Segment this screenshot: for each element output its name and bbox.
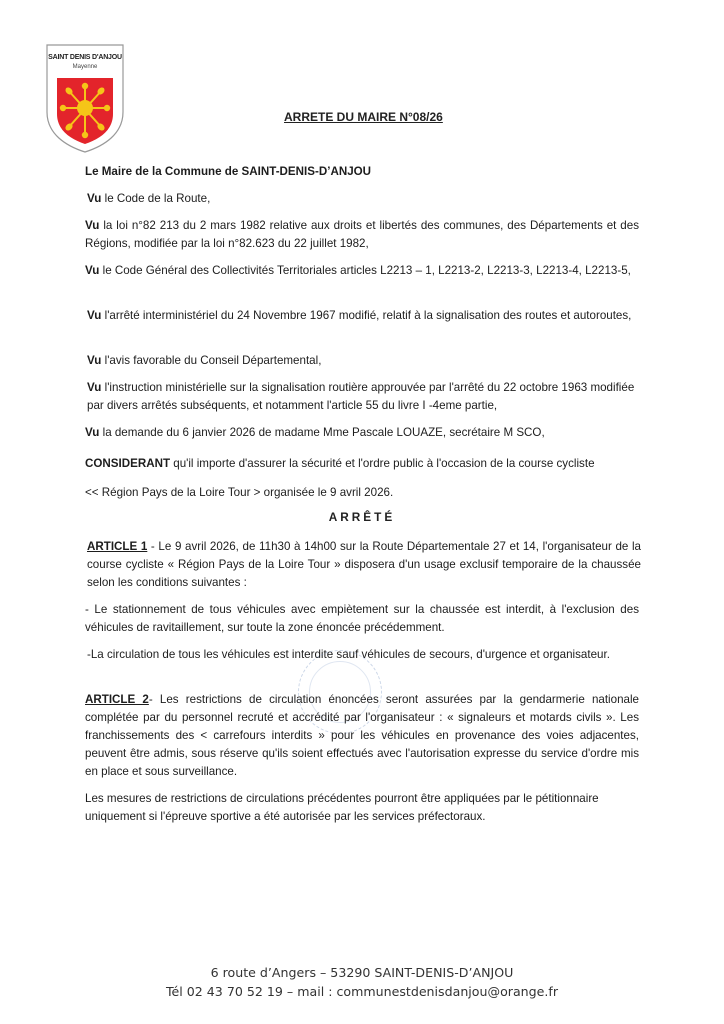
vu-label: Vu	[87, 354, 102, 367]
consideration-text: l'instruction ministérielle sur la signalisation routière approuvée par l'arrêté du 22 octobre 1963 modifiée par divers arrêtés subséquents, et notamment l'article 55 du livre I -4eme partie,	[87, 381, 635, 412]
consideration-text: la demande du 6 janvier 2026 de madame Mme Pascale LOUAZE, secrétaire M SCO,	[99, 426, 545, 439]
consideration	[85, 190, 641, 208]
considerant-continuation: << Région Pays de la Loire Tour > organisée le 9 avril 2026.	[85, 486, 394, 499]
closing-paragraph: Les mesures de restrictions de circulations précédentes pourront être appliquées par le pétitionnaire uniquement si l'épreuve sportive a été autorisée par les services préfectoraux.	[85, 792, 599, 823]
article-1	[85, 538, 641, 592]
arrete-heading: ARRÊTÉ	[328, 510, 396, 524]
vu-label: Vu	[85, 426, 100, 439]
consideration-text: l'avis favorable du Conseil Départemental,	[101, 354, 322, 367]
consideration-text: l'arrêté interministériel du 24 Novembre 1967 modifié, relatif à la signalisation des routes et autoroutes,	[101, 309, 632, 322]
consideration	[85, 424, 639, 442]
consideration-text: le Code Général des Collectivités Territoriales articles L2213 – 1, L2213-2, L2213-3, L2213-4, L2213-5,	[99, 264, 631, 277]
consideration	[85, 262, 639, 280]
considerant	[85, 455, 639, 473]
article-1-item: - Le stationnement de tous véhicules avec empiètement sur la chaussée est interdit, à l'exclusion des véhicules de ravitaillement, sur toute la zone énoncée précédemment.	[85, 603, 639, 634]
municipal-crest-logo	[44, 42, 126, 154]
article-1-text: - Le 9 avril 2026, de 11h30 à 14h00 sur la Route Départementale 27 et 14, l'organisateur de la course cycliste « Région Pays de la Loire Tour » disposera d'un usage exclusif temporaire de la chaussée selon les conditions suivantes :	[87, 540, 641, 589]
consideration	[85, 379, 641, 415]
considerant-label: CONSIDERANT	[85, 457, 171, 470]
decree-title: ARRETE DU MAIRE N°08/26	[284, 110, 443, 124]
consideration	[85, 307, 641, 325]
vu-label: Vu	[87, 381, 102, 394]
crest-commune-name: SAINT DENIS D'ANJOU	[48, 54, 122, 61]
consideration-text: le Code de la Route,	[101, 192, 211, 205]
vu-label: Vu	[87, 192, 102, 205]
mayor-intro: Le Maire de la Commune de SAINT-DENIS-D’ANJOU	[85, 165, 372, 178]
vu-label: Vu	[85, 219, 100, 232]
article-1-item: -La circulation de tous les véhicules est interdite sauf véhicules de secours, d'urgence et organisateur.	[87, 648, 610, 661]
consideration-text: la loi n°82 213 du 2 mars 1982 relative aux droits et libertés des communes, des Départements et des Régions, modifiée par la loi n°82.623 du 22 juillet 1982,	[85, 219, 639, 250]
vu-label: Vu	[87, 309, 102, 322]
crest-department: Mayenne	[72, 64, 98, 70]
consideration	[85, 217, 639, 253]
considerant-text: qu'il importe d'assurer la sécurité et l'ordre public à l'occasion de la course cycliste	[170, 457, 595, 470]
article-2-label: ARTICLE 2	[85, 693, 149, 706]
vu-label: Vu	[85, 264, 100, 277]
article-2	[85, 691, 639, 781]
footer-contact: Tél 02 43 70 52 19 – mail : communestdenisdanjou@orange.fr	[165, 984, 559, 999]
consideration	[85, 352, 641, 370]
footer-address: 6 route d’Angers – 53290 SAINT-DENIS-D’ANJOU	[210, 965, 514, 980]
article-1-label: ARTICLE 1	[87, 540, 148, 553]
article-2-text: - Les restrictions de circulation énoncées seront assurées par la gendarmerie nationale complétée par du personnel recruté et accrédité par l'organisateur : « signaleurs et motards civils ». Les franchissements des < carrefours interdits » pour les véhicules en provenance des voies adjacentes, peuvent être admis, sous réserve qu'ils soient effectués avec l'autorisation expresse du service d'ordre mis en place et sous surveillance.	[85, 693, 640, 778]
